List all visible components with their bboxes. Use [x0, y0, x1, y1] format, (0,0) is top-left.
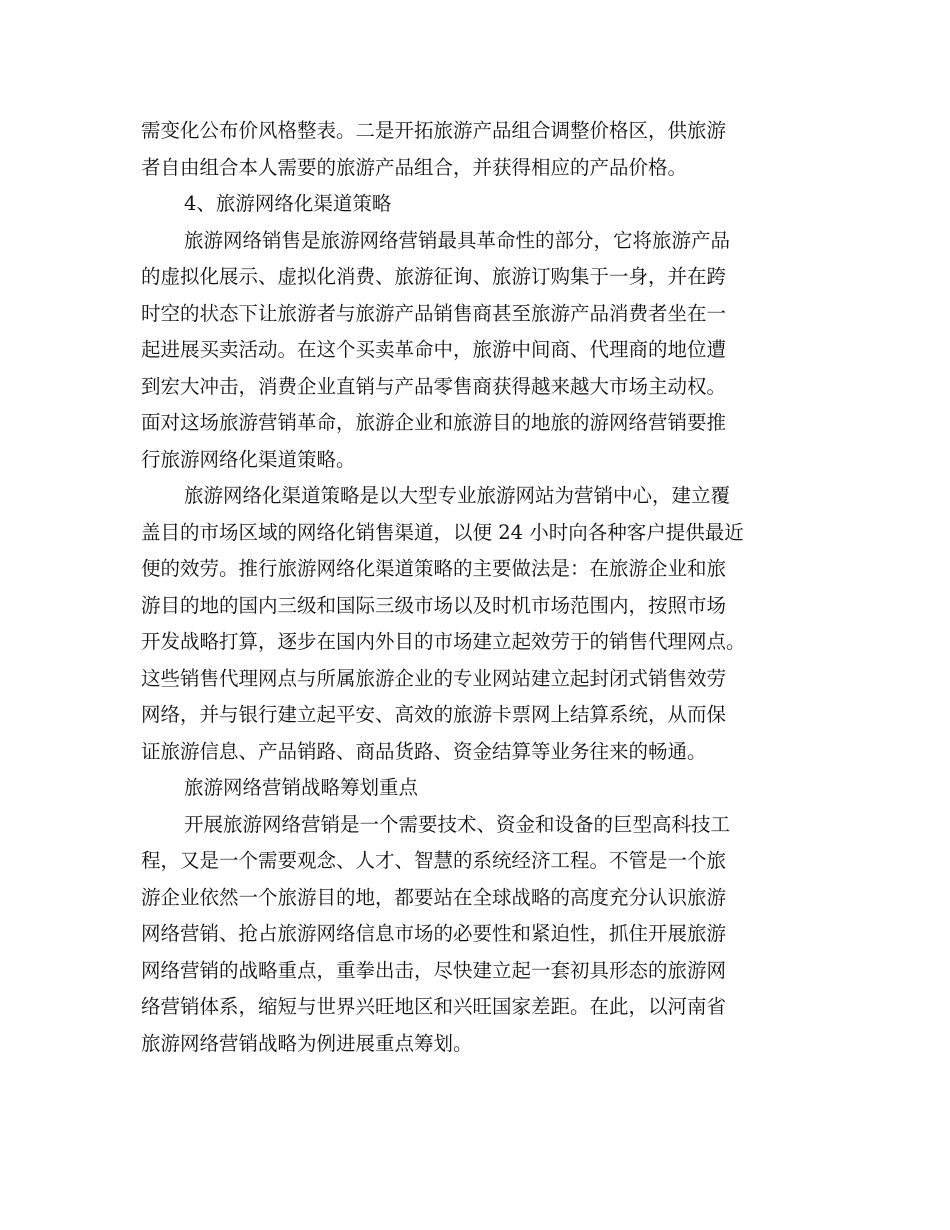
text-line: 开展旅游网络营销是一个需要技术、资金和设备的巨型高科技工 — [184, 812, 731, 836]
text-line: 网络营销的战略重点，重拳出击，尽快建立起一套初具形态的旅游网 — [141, 958, 727, 982]
text-line: 便的效劳。推行旅游网络化渠道策略的主要做法是：在旅游企业和旅 — [141, 557, 727, 580]
text-line: 旅游网络销售是旅游网络营销最具革命性的部分，它将旅游产品 — [184, 228, 731, 252]
text-line: 面对这场旅游营销革命，旅游企业和旅游目的地旅的游网络营销要推 — [141, 411, 727, 434]
text-line: 网络营销、抢占旅游网络信息市场的必要性和紧迫性，抓住开展旅游 — [141, 922, 727, 945]
text-line: 需变化公布价风格整表。二是开拓旅游产品组合调整价格区，供旅游 — [141, 119, 727, 142]
text-line: 者自由组合本人需要的旅游产品组合，并获得相应的产品价格。 — [141, 155, 688, 179]
text-line: 游企业依然一个旅游目的地，都要站在全球战略的高度充分认识旅游 — [141, 885, 727, 909]
section-heading: 旅游网络营销战略筹划重点 — [184, 776, 419, 799]
text-line: 旅游网络营销战略为例进展重点筹划。 — [141, 1031, 473, 1055]
text-line: 行旅游网络化渠道策略。 — [141, 447, 356, 471]
text-line: 络营销体系，缩短与世界兴旺地区和兴旺国家差距。在此，以河南省 — [141, 995, 727, 1018]
text-line: 程，又是一个需要观念、人才、智慧的系统经济工程。不管是一个旅 — [141, 849, 727, 872]
text-line: 到宏大冲击，消费企业直销与产品零售商获得越来越大市场主动权。 — [141, 374, 727, 398]
document-page — [141, 113, 821, 1062]
text-line: 的虚拟化展示、虚拟化消费、旅游征询、旅游订购集于一身，并在跨 — [141, 265, 727, 288]
text-line: 证旅游信息、产品销路、商品货路、资金结算等业务往来的畅通。 — [141, 739, 707, 763]
text-line: 起进展买卖活动。在这个买卖革命中，旅游中间商、代理商的地位遭 — [141, 338, 727, 361]
text-line: 这些销售代理网点与所属旅游企业的专业网站建立起封闭式销售效劳 — [141, 666, 727, 690]
text-line: 开发战略打算，逐步在国内外目的市场建立起效劳于的销售代理网点。 — [141, 630, 746, 653]
text-line: 时空的状态下让旅游者与旅游产品销售商甚至旅游产品消费者坐在一 — [141, 301, 727, 325]
section-heading: 4、旅游网络化渠道策略 — [184, 192, 392, 215]
text-line: 游目的地的国内三级和国际三级市场以及时机市场范围内，按照市场 — [141, 593, 727, 617]
text-line: 旅游网络化渠道策略是以大型专业旅游网站为营销中心，建立覆 — [184, 484, 731, 507]
text-line: 盖目的市场区域的网络化销售渠道，以便 24 小时向各种客户提供最近 — [141, 520, 744, 544]
text-line: 网络，并与银行建立起平安、高效的旅游卡票网上结算系统，从而保 — [141, 703, 727, 726]
